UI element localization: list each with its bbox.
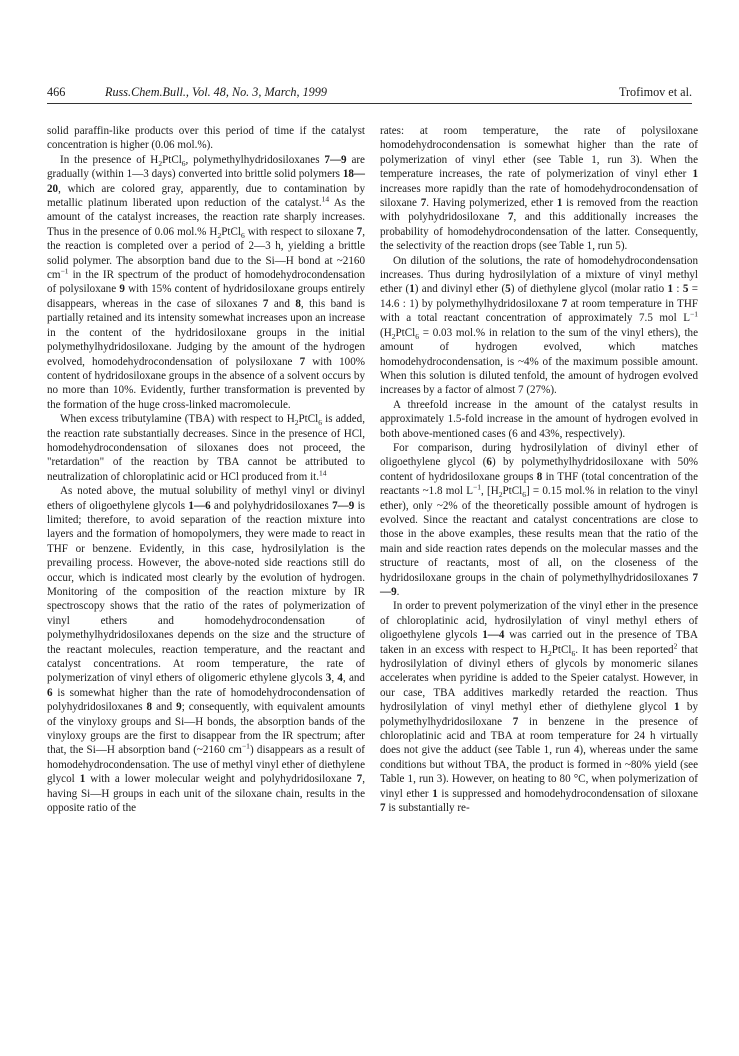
left-column <box>47 124 365 816</box>
running-authors: Trofimov et al. <box>618 85 692 99</box>
paragraph: As noted above, the mutual solubility of methyl vinyl or divinyl ethers of oligoethylene glycols 1—6 and polyhydridosiloxanes 7—9 is limited; therefore, to avoid separation of the reaction mixture into layers and the formation of homopolymers, they were made to react in THF or benzene. Evidently, in this case, hydrosilylation is the prevailing process. However, the above-noted side reactions still do occur, which is indicated most clearly by the evolution of hydrogen. Monitoring of the composition of the reaction mixture by IR spectroscopy shows that the ratio of the rates of polymerization of vinyl ethers and homodehydrocondensation of polymethylhydridosiloxanes depends on the size and the structure of the reactant molecules, reaction temperature, and the reactant and catalyst concentrations. At room temperature, the rate of polymerization of vinyl ethers of oligomeric ethylene glycols 3, 4, and 6 is somewhat higher than the rate of homodehydrocondensation of polyhydridosiloxanes 8 and 9; consequently, with equivalent amounts of the vinyloxy groups and Si—H bonds, the absorption bands of the vinyloxy groups are the first to disappear from the IR spectrum; after that, the Si—H absorption band (~2160 $cm^{-1}$) disappears as a result of homodehydrocondensation. The use of methyl vinyl ether of diethylene glycol 1 with a lower molecular weight and polyhydridosiloxane 7, having Si—H groups in each unit of the siloxane chain, results in the opposite ratio of the <box>47 485 365 815</box>
paragraph: solid paraffin-like products over this period of time if the catalyst concentration is higher (0.06 mol.%). <box>47 125 365 152</box>
paragraph: A threefold increase in the amount of the catalyst results in approximately 1.5-fold increase in the amount of hydrogen evolved in both above-mentioned cases (6 and 43%, respectively). <box>380 398 698 440</box>
running-header <box>47 85 692 103</box>
paragraph: On dilution of the solutions, the rate of homodehydrocondensation increases. Thus during hydrosilylation of a mixture of vinyl methyl ether (1) and divinyl ether (5) of diethylene glycol (molar ratio 1 : 5 = 14.6 : 1) by polymethylhydridosiloxane 7 at room temperature in THF with a total reactant concentration of approximately 7.5 mol $L^{-1}$ ($H_2PtCl_6 = 0.03$ mol.% in relation to the sum of the vinyl ethers), the amount of hydrogen evolved, which matches homodehydrocondensation, is ~4% of the maximum possible amount. When this solution is diluted tenfold, the amount of hydrogen evolved increases by a factor of almost 7 (27%). <box>380 254 699 397</box>
paragraph: rates: at room temperature, the rate of polysiloxane homodehydrocondensation is somewhat higher than the rate of polymerization of vinyl ether (see Table 1, run 3). When the temperature increases, the rate of polymerization of vinyl ether 1 increases more rapidly than the rate of homodehydrocondensation of siloxane 7. Having polymerized, ether 1 is removed from the reaction with polyhydridosiloxane 7, and this additionally increases the probability of homodehydrocondensation of the latter. Consequently, the selectivity of the reaction drops (see Table 1, run 5). <box>380 125 699 253</box>
paragraph: When excess tributylamine (TBA) with respect to $H_2PtCl_6$ is added, the reaction rate substantially decreases. Since in the presence of HCl, homodehydrocondensation of siloxanes does not proceed, the "retardation" of the reaction by TBA cannot be attributed to neutralization of chloroplatinic acid or HCl produced from it.$^{14}$ <box>47 413 365 483</box>
paragraph: In order to prevent polymerization of the vinyl ether in the presence of chloroplatinic acid, hydrosilylation of vinyl methyl ethers of oligoethylene glycols 1—4 was carried out in the presence of TBA taken in an excess with respect to $H_2PtCl_6$. It has been reported$^2$ that hydrosilylation of divinyl ethers of glycols by monomeric silanes accelerates when pyridine is added to the Speier catalyst. However, in our case, TBA additives markedly retarded the reaction. Thus hydrosilylation of vinyl methyl ether of diethylene glycol 1 by polymethylhydridosiloxane 7 in benzene in the presence of chloroplatinic acid and TBA at room temperature for 24 h virtually does not give the adduct (see Table 1, run 4), whereas under the same conditions but without TBA, the product is formed in ~80% yield (see Table 1, run 3). However, on heating to 80 °C, when polymerization of vinyl ether 1 is suppressed and homodehydrocondensation of siloxane 7 is substantially re- <box>380 600 698 815</box>
journal-citation: Russ.Chem.Bull., Vol. 48, No. 3, March, 1999 <box>105 85 327 99</box>
paragraph: In the presence of $H_2PtCl_6$, polymethylhydridosiloxanes 7—9 are gradually (within 1—3 days) converted into brittle solid polymers 18—20, which are colored gray, apparently, due to contamination by metallic platinum liberated upon reduction of the catalyst.$^{14}$ As the amount of the catalyst increases, the reaction rate sharply increases. Thus in the presence of 0.06 mol.% $H_2PtCl_6$ with respect to siloxane 7, the reaction is completed over a period of 2—3 h, yielding a brittle solid polymer. The absorption band due to the Si—H bond at ~2160 $cm^{-1}$ in the IR spectrum of the product of homodehydrocondensation of polysiloxane 9 with 15% content of hydridosiloxane groups entirely disappears, whereas in the case of siloxanes 7 and 8, this band is partially retained and its intensity somewhat increases upon an increase in the content of the hydridosiloxane groups in the initial polymethylhydridosiloxane. Judging by the amount of the hydrogen evolved, homodehydrocondensation of polysiloxane 7 with 100% content of hydridosiloxane groups in the absence of a solvent occurs by no more than 10%. Evidently, further transformation is prevented by the formation of the huge cross-linked macromolecule. <box>47 153 366 411</box>
page-number: 466 <box>47 85 66 99</box>
paragraph: For comparison, during hydrosilylation of divinyl ether of oligoethylene glycol (6) by polymethylhydridosiloxane with 50% content of hydridosiloxane groups 8 in THF (total concentration of the reactants ~1.8 mol $L^{-1}$, $[H_2PtCl_6] = 0.15$ mol.% in relation to the vinyl ether), only ~2% of the theoretically possible amount of hydrogen is evolved. Since the reactant and catalyst concentrations are close to those in the above examples, these results mean that the ratio of the main and side reaction rates depends on the molecular masses and the structure of reactants, most of all, on the closeness of the hydridosiloxane groups in the chain of polymethylhydridosiloxanes 7—9. <box>380 441 699 598</box>
header-rule <box>47 103 692 104</box>
right-column <box>380 124 698 816</box>
